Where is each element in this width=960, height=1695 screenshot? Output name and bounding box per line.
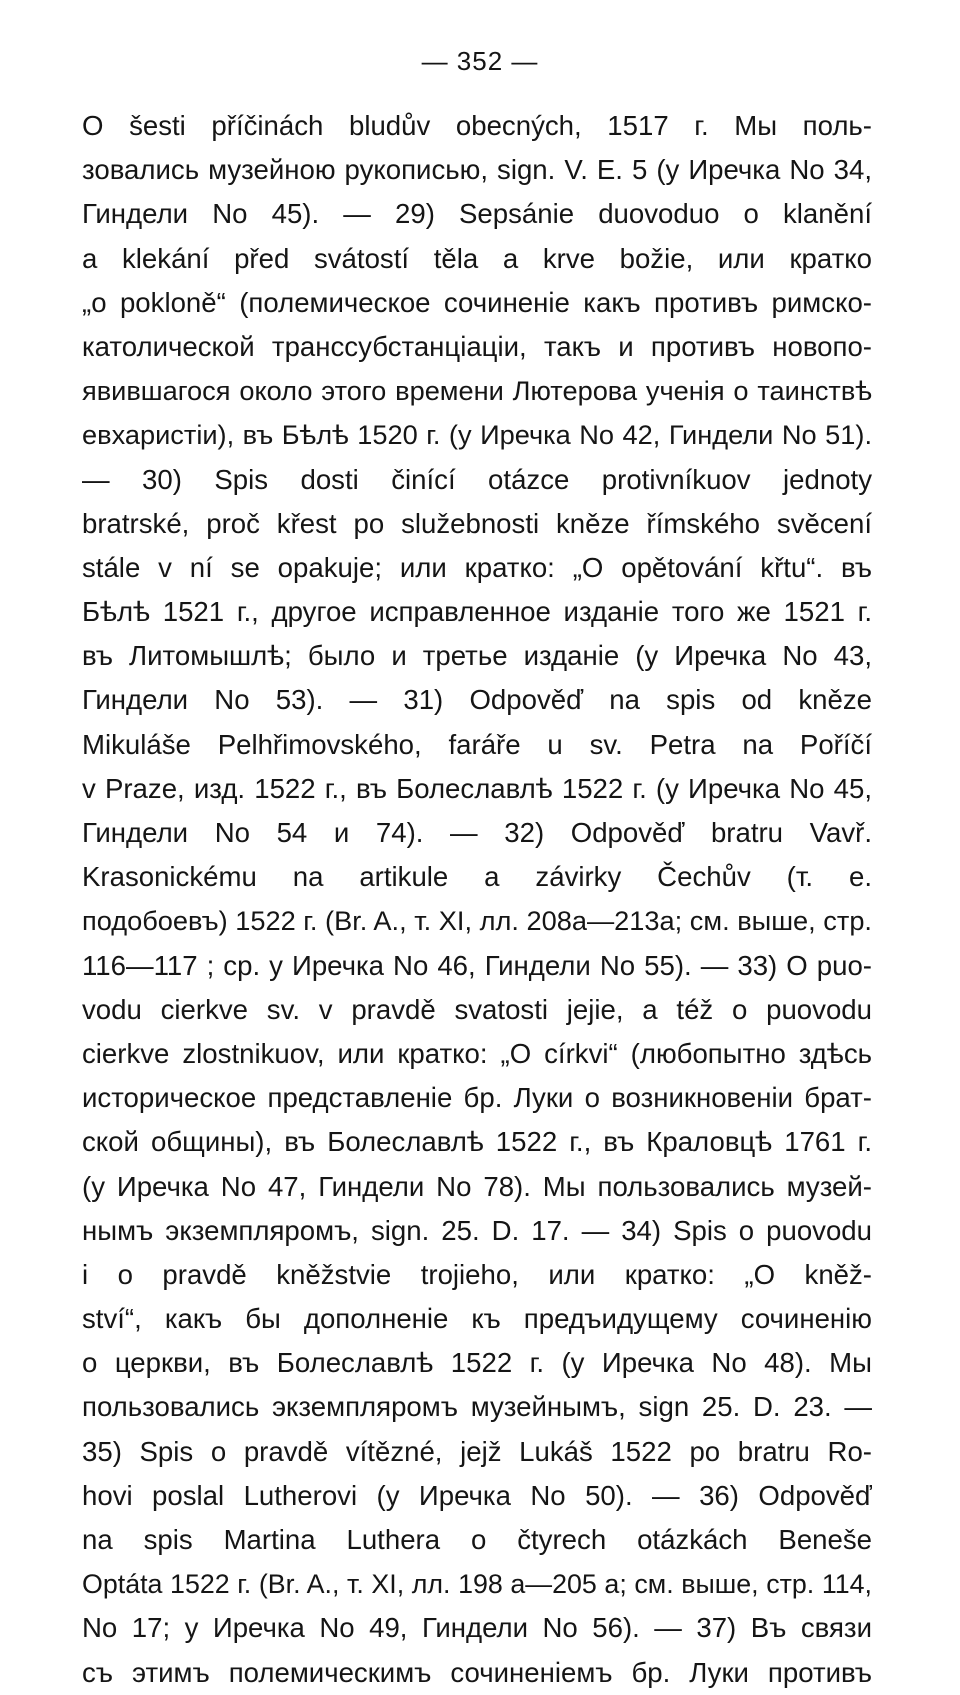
text-line: vodu cierkve sv. v pravdě svatosti jejie, a též o puovodu — [82, 993, 872, 1025]
text-line: Optáta 1522 г. (Br. A., т. XI, лл. 198 a—205 a; см. выше, стр. 114, — [82, 1569, 872, 1600]
text-line: bratrské, proč křest po služebnosti kněze římského svěcení — [82, 507, 872, 539]
text-line: — 30) Spis dosti činící otázce protivníkuov jednoty — [82, 463, 872, 495]
text-line: нымъ экземпляромъ, sign. 25. D. 17. — 34) Spis o puovodu — [82, 1214, 872, 1246]
text-line: о церкви, въ Болеславлѣ 1522 г. (у Иречка No 48). Мы — [82, 1347, 872, 1379]
text-line: зовались музейною рукописью, sign. V. E. 5 (у Иречка No 34, — [82, 154, 872, 186]
text-line: Гиндели No 53). — 31) Odpověď na spis od kněze — [82, 684, 872, 716]
text-line: a klekání před svátostí těla a krve božie, или кратко — [82, 242, 872, 274]
text-line: i o pravdě kněžstvie trojieho, или кратко: „O kněž- — [82, 1258, 872, 1290]
text-line: въ Литомышлѣ; было и третье изданіе (у Иречка No 43, — [82, 640, 872, 672]
text-line: stále v ní se opakuje; или кратко: „O opětování křtu“. въ — [82, 551, 872, 583]
text-line: Гиндели No 54 и 74). — 32) Odpověď bratru Vavř. — [82, 817, 872, 848]
body-text — [82, 104, 872, 1695]
text-line: пользовались экземпляромъ музейнымъ, sign 25. D. 23. — — [82, 1391, 872, 1423]
page-number: — 352 — — [421, 46, 539, 76]
text-line: cierkve zlostnikuov, или кратко: „O církvi“ (любопытно здѣсь — [82, 1037, 872, 1069]
text-line: подобоевъ) 1522 г. (Br. A., т. XI, лл. 208a—213a; см. выше, стр. — [82, 905, 872, 937]
text-line: историческое представленіе бр. Луки о возникновеніи брат- — [82, 1082, 872, 1114]
text-line: католической транссубстанціаціи, такъ и противъ новопо- — [82, 330, 872, 362]
text-line: Бѣлѣ 1521 г., другое исправленное изданіе того же 1521 г. — [82, 596, 872, 628]
text-line: Гиндели No 45). — 29) Sepsánie duovoduo o klanění — [82, 198, 872, 230]
text-line: (у Иречка No 47, Гиндели No 78). Мы пользовались музей- — [82, 1170, 872, 1202]
text-line: hovi poslal Lutherovi (у Иречка No 50). — 36) Odpověď — [82, 1479, 872, 1511]
text-line: Mikuláše Pelhřimovského, faráře u sv. Petra na Poříčí — [82, 728, 872, 760]
text-line: na spis Martina Luthera o čtyrech otázkách Beneše — [82, 1524, 872, 1555]
text-line: евхаристіи), въ Бѣлѣ 1520 г. (у Иречка No 42, Гиндели No 51). — [82, 419, 872, 451]
text-line: O šesti příčinách bludův obecných, 1517 г. Мы поль- — [82, 110, 872, 141]
text-line: 116—117 ; ср. у Иречка No 46, Гиндели No 55). — 33) O puo- — [82, 949, 872, 981]
text-line: No 17; у Иречка No 49, Гиндели No 56). — 37) Въ связи — [82, 1612, 872, 1644]
text-line: ství“, какъ бы дополненіе къ предъидущему сочиненію — [82, 1303, 872, 1335]
text-line: v Praze, изд. 1522 г., въ Болеславлѣ 1522 г. (у Иречка No 45, — [82, 772, 872, 804]
text-line: съ этимъ полемическимъ сочиненіемъ бр. Луки противъ — [82, 1656, 872, 1688]
text-line: явившагося около этого времени Лютерова ученія о таинствѣ — [82, 375, 872, 407]
text-line: „o pokloně“ (полемическое сочиненіе какъ противъ римско- — [82, 286, 872, 318]
text-line: Krasonickému na artikule a závirky Čechův (т. е. — [82, 861, 872, 893]
text-line: ской общины), въ Болеславлѣ 1522 г., въ Краловцѣ 1761 г. — [82, 1126, 872, 1158]
text-line: 35) Spis o pravdě vítězné, jejž Lukáš 1522 po bratru Ro- — [82, 1435, 872, 1467]
